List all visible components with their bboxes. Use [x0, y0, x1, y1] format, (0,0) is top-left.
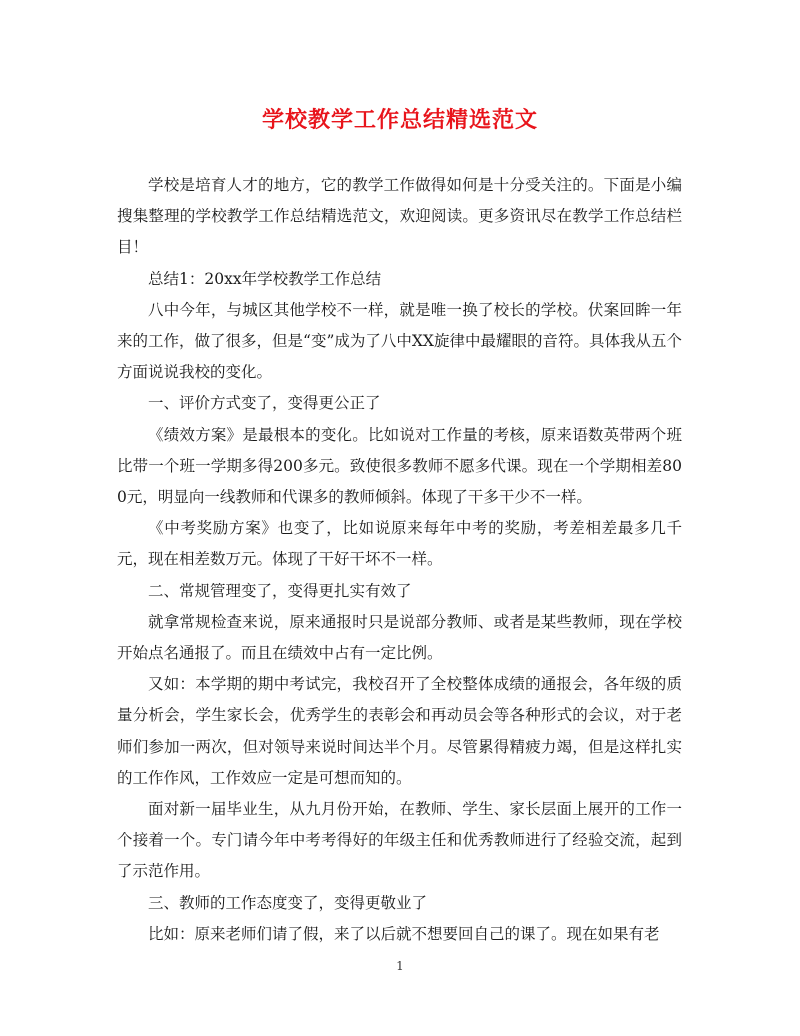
section-heading-teacher-attitude: 三、教师的工作态度变了，变得更敬业了 [148, 893, 428, 912]
paragraph-performance-plan: 《绩效方案》是最根本的变化。比如说对工作量的考核，原来语数英带两个班比带一个班一学期多得200多元。致使很多教师不愿多代课。现在一个学期相差800元，明显向一线教师和代课多的教师倾斜。体现了干多干少不一样。 [117, 425, 682, 507]
section-heading-evaluation: 一、评价方式变了，变得更公正了 [148, 394, 381, 413]
paragraph-midterm-meetings: 又如：本学期的期中考试完，我校召开了全校整体成绩的通报会，各年级的质量分析会，学生家长会，优秀学生的表彰会和再动员会等各种形式的会议，对于老师们参加一两次，但对领导来说时间达半个月。尽管累得精疲力竭，但是这样扎实的工作作风，工作效应一定是可想而知的。 [117, 675, 682, 787]
paragraph-overview: 八中今年，与城区其他学校不一样，就是唯一换了校长的学校。伏案回眸一年来的工作，做了很多，但是“变”成为了八中XX旋律中最耀眼的音符。具体我从五个方面说说我校的变化。 [117, 300, 682, 382]
paragraph-intro: 学校是培育人才的地方，它的教学工作做得如何是十分受关注的。下面是小编搜集整理的学校教学工作总结精选范文，欢迎阅读。更多资讯尽在教学工作总结栏目！ [117, 176, 682, 257]
paragraph-exam-reward-plan: 《中考奖励方案》也变了，比如说原来每年中考的奖励，考差相差最多几千元，现在相差数万元。体现了干好干坏不一样。 [117, 519, 682, 569]
section-heading-routine-management: 二、常规管理变了，变得更扎实有效了 [148, 581, 412, 600]
paragraph-new-graduates: 面对新一届毕业生，从九月份开始，在教师、学生、家长层面上展开的工作一个接着一个。专门请今年中考考得好的年级主任和优秀教师进行了经验交流，起到了示范作用。 [117, 800, 682, 881]
section-heading-summary-1: 总结1：20xx年学校教学工作总结 [148, 269, 382, 288]
paragraph-teacher-leave: 比如：原来老师们请了假，来了以后就不想要回自己的课了。现在如果有老 [148, 924, 660, 943]
document-body [117, 170, 682, 950]
document-title: 学校教学工作总结精选范文 [261, 107, 538, 133]
paragraph-routine-inspection: 就拿常规检查来说，原来通报时只是说部分教师、或者是某些教师，现在学校开始点名通报了。而且在绩效中占有一定比例。 [117, 612, 682, 663]
page-number: 1 [396, 959, 404, 973]
